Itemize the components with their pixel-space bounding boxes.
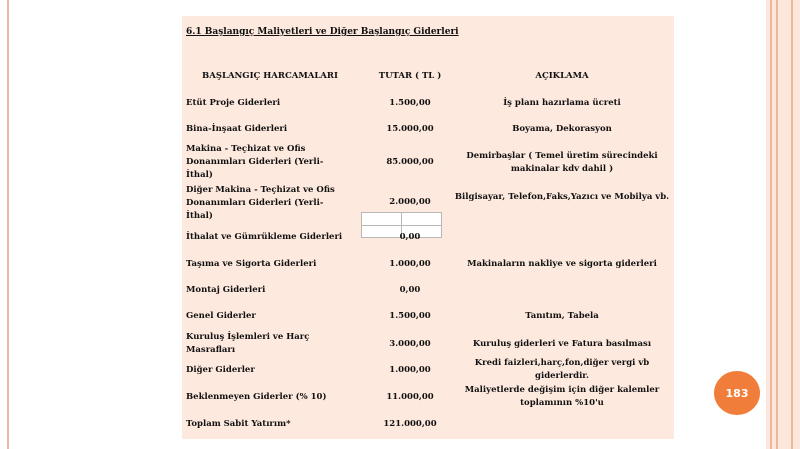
row-note: Demirbaşlar ( Temel üretim sürecindeki makinalar kdv dahil ) xyxy=(466,151,658,174)
row-item: Diğer Giderler xyxy=(186,365,255,375)
row-amount: 2.000,00 xyxy=(389,197,431,207)
header-description: AÇIKLAMA xyxy=(535,71,589,81)
row-amount: 121.000,00 xyxy=(383,419,437,429)
row-note: Maliyetlerde değişim için diğer kalemler toplamının %10'u xyxy=(464,385,660,408)
row-amount: 11.000,00 xyxy=(386,392,434,402)
row-amount: 15.000,00 xyxy=(386,124,434,134)
row-item: Makina - Teçhizat ve Ofis Donanımları Giderleri (Yerli-İthal) xyxy=(186,144,324,180)
row-note: Kuruluş giderleri ve Fatura basılması xyxy=(472,339,652,349)
left-border-rule xyxy=(7,0,9,449)
row-item: Beklenmeyen Giderler (% 10) xyxy=(186,392,327,402)
row-item: Etüt Proje Giderleri xyxy=(186,98,281,108)
row-item: Toplam Sabit Yatırım* xyxy=(186,419,291,429)
row-amount: 1.000,00 xyxy=(389,259,431,269)
row-item: Bina-İnşaat Giderleri xyxy=(186,124,288,134)
row-amount: 3.000,00 xyxy=(389,339,431,349)
header-expenses: BAŞLANGIÇ HARCAMALARI xyxy=(202,71,338,81)
row-amount: 0,00 xyxy=(399,232,421,242)
row-note: Boyama, Dekorasyon xyxy=(512,124,612,134)
row-note: Bilgisayar, Telefon,Faks,Yazıcı ve Mobilya vb. xyxy=(454,192,670,202)
row-item: Kuruluş İşlemleri ve Harç Masrafları xyxy=(186,332,310,355)
row-note: İş planı hazırlama ücreti xyxy=(503,98,621,108)
row-item: Taşıma ve Sigorta Giderleri xyxy=(186,259,317,269)
page-number-badge: 183 xyxy=(714,371,760,415)
row-note: Tanıtım, Tabela xyxy=(525,311,599,321)
row-amount: 85.000,00 xyxy=(386,157,434,167)
row-amount: 1.500,00 xyxy=(389,311,431,321)
right-band-line xyxy=(770,0,772,449)
row-item: Genel Giderler xyxy=(186,311,256,321)
row-amount: 1.500,00 xyxy=(389,98,431,108)
right-band-line xyxy=(791,0,793,449)
row-amount: 1.000,00 xyxy=(389,365,431,375)
section-title: 6.1 Başlangıç Maliyetleri ve Diğer Başlangıç Giderleri xyxy=(186,27,459,37)
row-item: İthalat ve Gümrükleme Giderleri xyxy=(186,232,343,242)
row-note: Makinaların nakliye ve sigorta giderleri xyxy=(467,259,657,269)
header-amount: TUTAR ( TL ) xyxy=(378,71,442,81)
row-item: Montaj Giderleri xyxy=(186,285,266,295)
right-band-line xyxy=(776,0,778,449)
row-note: Kredi faizleri,harç,fon,diğer vergi vb giderlerdir. xyxy=(474,358,650,381)
row-item: Diğer Makina - Teçhizat ve Ofis Donanımları Giderleri (Yerli-İthal) xyxy=(186,185,335,221)
row-amount: 0,00 xyxy=(399,285,421,295)
